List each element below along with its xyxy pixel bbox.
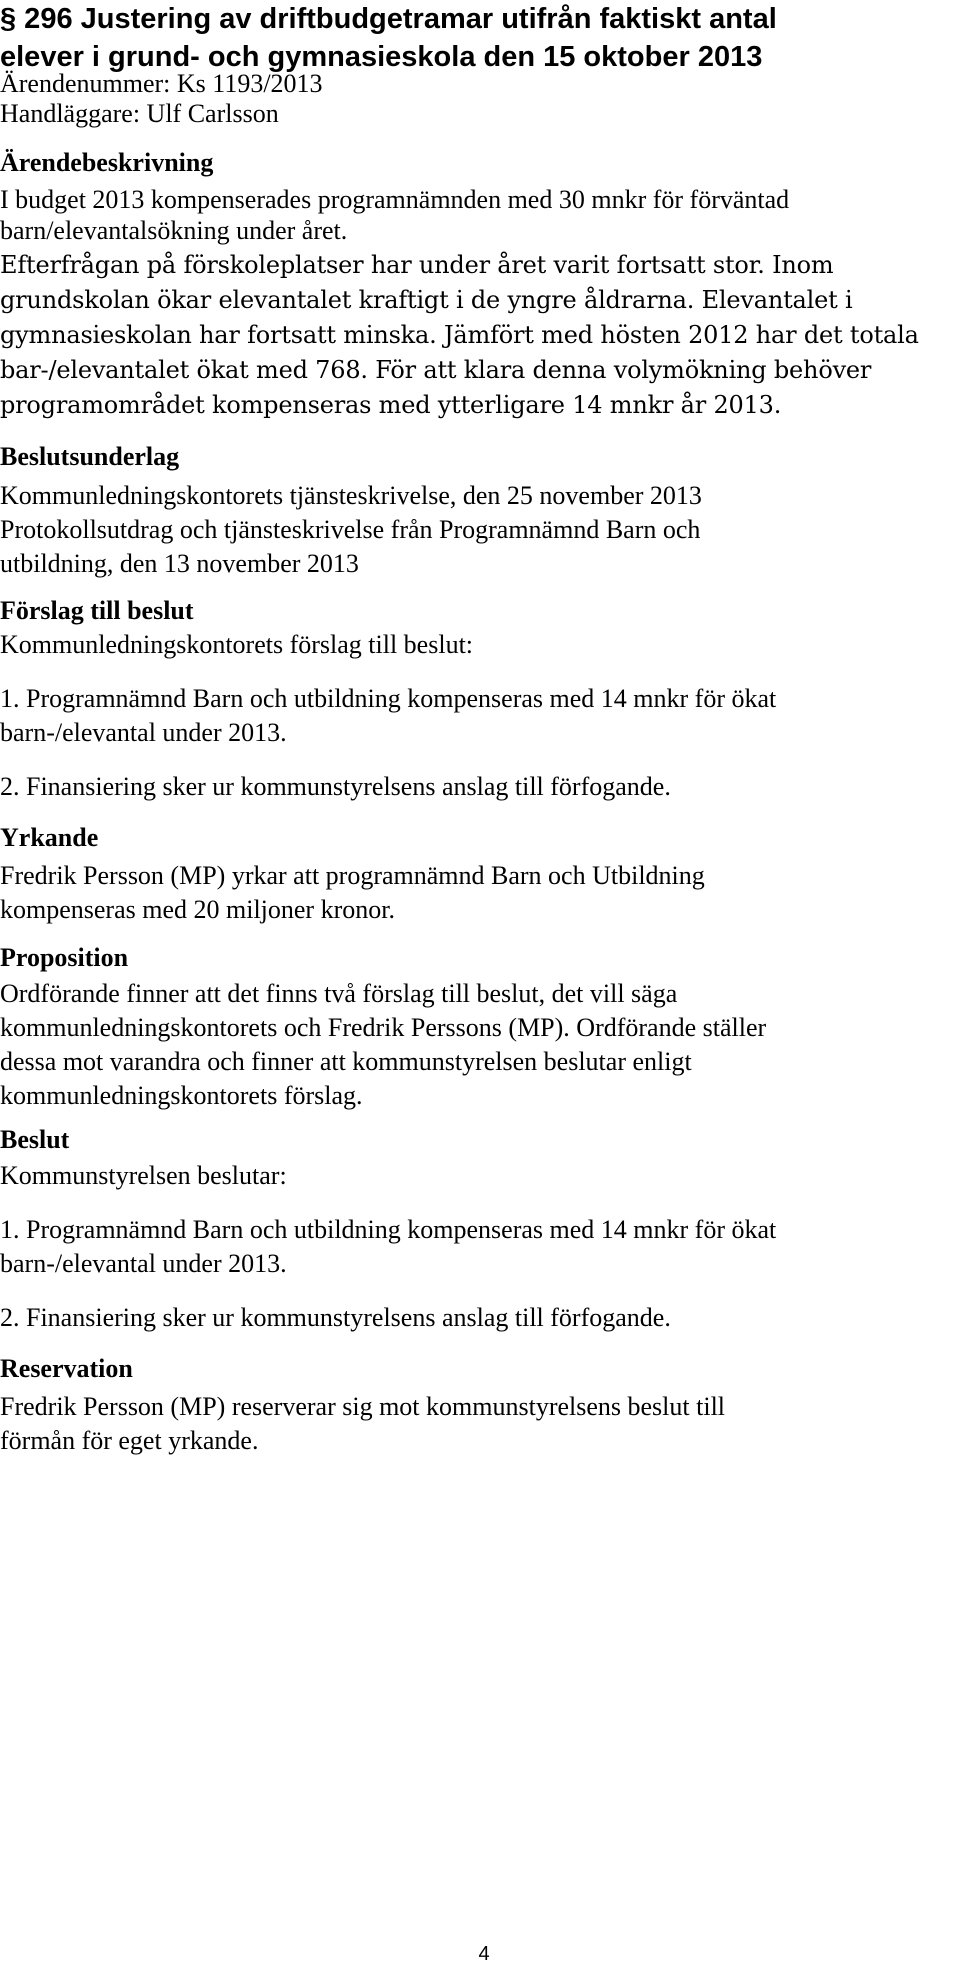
proposal-item-2: 2. Finansiering sker ur kommunstyrelsens anslag till förfogande. <box>0 772 671 801</box>
proposition-line-4: kommunledningskontorets förslag. <box>0 1081 363 1110</box>
document-title-line-1: § 296 Justering av driftbudgetramar utifrån faktiskt antal <box>0 3 777 35</box>
decision-item-1-line-2: barn-/elevantal under 2013. <box>0 1249 287 1278</box>
motion-line-2: kompenseras med 20 miljoner kronor. <box>0 895 395 924</box>
proposal-item-1-line-2: barn-/elevantal under 2013. <box>0 718 287 747</box>
basis-line-3: utbildning, den 13 november 2013 <box>0 549 359 578</box>
basis-line-2: Protokollsutdrag och tjänsteskrivelse från Programnämnd Barn och <box>0 515 701 544</box>
section-heading-basis: Beslutsunderlag <box>0 442 180 471</box>
case-handler: Handläggare: Ulf Carlsson <box>0 99 279 128</box>
section-heading-proposition: Proposition <box>0 943 129 972</box>
description-paragraph-2-line-4: bar-/elevantalet ökat med 768. För att klara denna volymökning behöver <box>0 356 872 384</box>
section-heading-decision: Beslut <box>0 1125 70 1154</box>
section-heading-motion: Yrkande <box>0 823 99 852</box>
description-paragraph-2-line-2: grundskolan ökar elevantalet kraftigt i de yngre åldrarna. Elevantalet i <box>0 286 853 314</box>
description-paragraph-2-line-3: gymnasieskolan har fortsatt minska. Jämfört med hösten 2012 har det totala <box>0 321 919 349</box>
reservation-line-2: förmån för eget yrkande. <box>0 1426 259 1455</box>
description-paragraph-2-line-5: programområdet kompenseras med ytterligare 14 mnkr år 2013. <box>0 391 782 419</box>
proposition-line-2: kommunledningskontorets och Fredrik Perssons (MP). Ordförande ställer <box>0 1013 767 1042</box>
case-number: Ärendenummer: Ks 1193/2013 <box>0 69 323 98</box>
document-title-line-2: elever i grund- och gymnasieskola den 15 oktober 2013 <box>0 41 763 73</box>
proposition-line-3: dessa mot varandra och finner att kommunstyrelsen beslutar enligt <box>0 1047 692 1076</box>
reservation-line-1: Fredrik Persson (MP) reserverar sig mot kommunstyrelsens beslut till <box>0 1392 726 1421</box>
section-heading-proposal: Förslag till beslut <box>0 596 194 625</box>
section-heading-reservation: Reservation <box>0 1354 133 1383</box>
decision-intro: Kommunstyrelsen beslutar: <box>0 1161 287 1190</box>
basis-line-1: Kommunledningskontorets tjänsteskrivelse, den 25 november 2013 <box>0 481 702 510</box>
section-heading-description: Ärendebeskrivning <box>0 148 214 177</box>
page-number: 4 <box>478 1943 490 1965</box>
proposal-intro: Kommunledningskontorets förslag till beslut: <box>0 630 474 659</box>
decision-item-2: 2. Finansiering sker ur kommunstyrelsens anslag till förfogande. <box>0 1303 671 1332</box>
proposal-item-1-line-1: 1. Programnämnd Barn och utbildning kompenseras med 14 mnkr för ökat <box>0 684 777 713</box>
description-paragraph-2-line-1: Efterfrågan på förskoleplatser har under året varit fortsatt stor. Inom <box>0 251 834 279</box>
description-paragraph-1-line-1: I budget 2013 kompenserades programnämnden med 30 mnkr för förväntad <box>0 185 790 214</box>
decision-item-1-line-1: 1. Programnämnd Barn och utbildning kompenseras med 14 mnkr för ökat <box>0 1215 777 1244</box>
proposition-line-1: Ordförande finner att det finns två förslag till beslut, det vill säga <box>0 979 678 1008</box>
description-paragraph-1-line-2: barn/elevantalsökning under året. <box>0 216 348 245</box>
motion-line-1: Fredrik Persson (MP) yrkar att programnämnd Barn och Utbildning <box>0 861 705 890</box>
